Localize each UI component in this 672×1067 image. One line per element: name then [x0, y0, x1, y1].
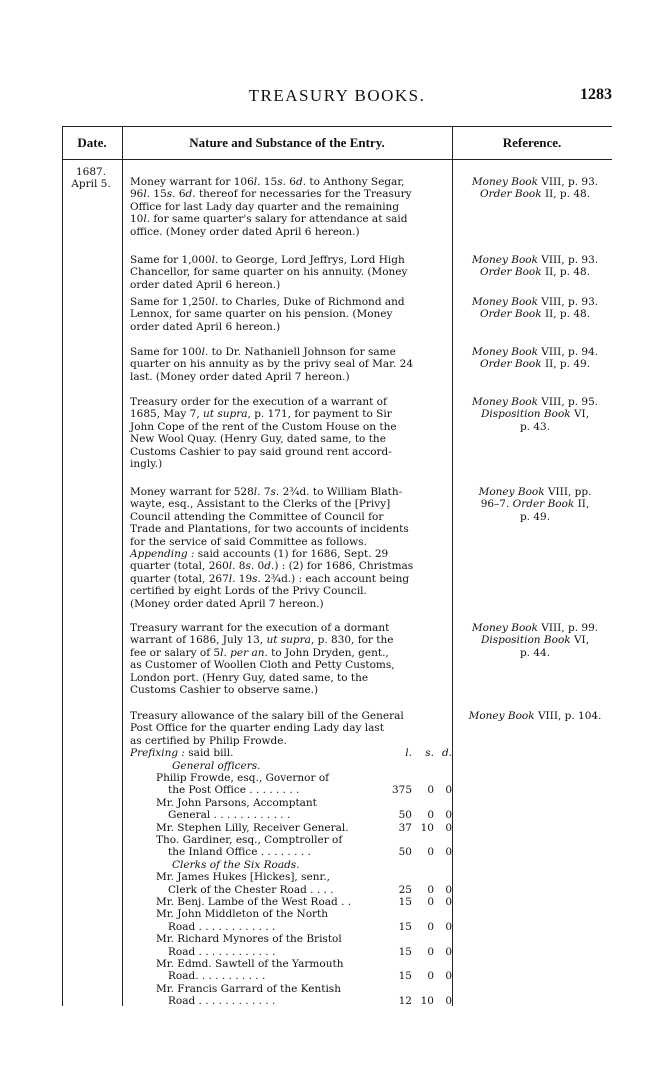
reference-line: Money Book VIII, p. 93.: [471, 254, 599, 266]
entry-line: Treasury allowance of the salary bill of the General: [130, 710, 404, 722]
salary-shillings: 0: [427, 920, 434, 933]
reference-line: p. 49.: [519, 510, 551, 523]
salary-pence: 0: [445, 784, 452, 797]
reference-line: Money Book VIII, p. 99.: [471, 622, 599, 634]
entry-line: warrant of 1686, July 13, ut supra, p. 830, for the: [130, 634, 394, 647]
salary-name: Road . . . . . . . . . . . .: [168, 945, 276, 958]
entry-line: quarter on his annuity as by the privy seal of Mar. 24: [130, 358, 414, 371]
salary-pounds: 12: [398, 995, 412, 1008]
salary-shillings: 0: [427, 896, 434, 908]
pounds-header: l.: [405, 747, 412, 760]
entry-line: fee or salary of 5l. per an. to John Dryden, gent.,: [130, 646, 389, 659]
salary-name: Mr. Richard Mynores of the Bristol: [156, 933, 342, 946]
salary-name: the Inland Office . . . . . . . .: [168, 846, 311, 859]
salary-pence: 0: [445, 945, 452, 958]
entry-line: Customs Cashier to pay said ground rent accord-: [130, 445, 392, 458]
salary-shillings: 0: [427, 970, 434, 983]
entry-line: Same for 1,250l. to Charles, Duke of Richmond and: [130, 296, 405, 308]
entry-line: Trade and Plantations, for two accounts of incidents: [130, 523, 409, 536]
salary-pounds: 15: [398, 896, 412, 908]
salary-name: Tho. Gardiner, esq., Comptroller of: [156, 834, 343, 846]
entry-line: order dated April 6 hereon.): [130, 278, 281, 291]
entry-line: Post Office for the quarter ending Lady day last: [130, 722, 384, 735]
salary-pounds: 375: [391, 784, 412, 797]
entry-line: (Money order dated April 7 hereon.): [130, 597, 324, 610]
entry-line: Council attending the Committee of Council for: [130, 510, 384, 523]
salary-pounds: 15: [398, 945, 412, 958]
salary-name: Mr. Francis Garrard of the Kentish: [156, 982, 341, 995]
salary-shillings: 10: [420, 821, 434, 834]
salary-name: Clerk of the Chester Road . . . .: [168, 883, 334, 896]
salary-pounds: 15: [398, 920, 412, 933]
reference-line: Money Book VIII, p. 93.: [471, 176, 599, 188]
subhead-clerks-six-roads: Clerks of the Six Roads.: [172, 858, 300, 871]
salary-pence: 0: [445, 970, 452, 983]
entry-line: Treasury warrant for the execution of a dormant: [130, 622, 390, 634]
salary-shillings: 0: [427, 784, 434, 797]
salary-name: Road . . . . . . . . . . . .: [168, 920, 276, 933]
reference-line: Order Book II, p. 48.: [479, 308, 591, 321]
entry-line: Same for 100l. to Dr. Nathaniell Johnson for same: [130, 346, 396, 358]
shillings-header: s.: [425, 747, 434, 760]
ledger-table: [62, 126, 612, 1006]
salary-pence: 0: [445, 883, 452, 896]
reference-line: Money Book VIII, p. 93.: [471, 296, 599, 308]
salary-name: Mr. Benj. Lambe of the West Road . .: [156, 896, 352, 908]
entry-line: John Cope of the rent of the Custom House on the: [130, 420, 397, 433]
entry-line: quarter (total, 267l. 19s. 2¾d.) : each account being: [130, 572, 410, 585]
reference-line: Order Book II, p. 48.: [479, 266, 591, 279]
date-day: April 5.: [71, 178, 111, 190]
entry-line: London port. (Henry Guy, dated same, to the: [130, 671, 369, 684]
reference-line: Disposition Book VI,: [480, 408, 590, 421]
salary-pence: 0: [445, 920, 452, 933]
left-border: [62, 126, 63, 1006]
salary-name: the Post Office . . . . . . . .: [168, 784, 300, 797]
reference-line: Money Book VIII, p. 94.: [471, 346, 599, 358]
salary-pounds: 50: [398, 809, 412, 822]
salary-pence: 0: [445, 995, 452, 1008]
header-rule: [62, 159, 612, 160]
reference-line: p. 43.: [519, 420, 551, 433]
salary-name: Mr. Stephen Lilly, Receiver General.: [156, 821, 349, 834]
running-head: [62, 86, 612, 110]
entry-line: wayte, esq., Assistant to the Clerks of the [Privy]: [130, 498, 391, 511]
entry-line: ingly.): [130, 458, 163, 470]
reference-line: Money Book VIII, p. 95.: [471, 396, 599, 408]
entry-line: 1685, May 7, ut supra, p. 171, for payment to Sir: [130, 408, 392, 421]
entry-line: Chancellor, for same quarter on his annuity. (Money: [130, 266, 408, 279]
entry-line: Treasury order for the execution of a warrant of: [130, 396, 387, 408]
date-year: 1687.: [75, 166, 107, 178]
entry-line: as Customer of Woollen Cloth and Petty Customs,: [130, 659, 395, 672]
salary-pence: 0: [445, 809, 452, 822]
entry-line: certified by eight Lords of the Privy Council.: [130, 585, 367, 598]
entry-line: Office for last Lady day quarter and the remaining: [130, 200, 400, 213]
subhead-general-officers: General officers.: [172, 759, 261, 772]
entry-line: office. (Money order dated April 6 hereon.): [130, 225, 360, 238]
salary-name: Mr. John Middleton of the North: [156, 908, 329, 921]
salary-bill-prefix: Prefixing : said bill.: [130, 747, 234, 760]
nature-column-header: Nature and Substance of the Entry.: [189, 135, 385, 150]
salary-name: Mr. John Parsons, Accomptant: [156, 796, 317, 809]
salary-shillings: 0: [427, 945, 434, 958]
entry-line: last. (Money order dated April 7 hereon.): [130, 370, 350, 383]
reference-line: p. 44.: [519, 646, 551, 659]
entry-line: Lennox, for same quarter on his pension. (Money: [130, 308, 393, 321]
reference-line: Order Book II, p. 49.: [479, 358, 591, 371]
reference-line: Disposition Book VI,: [480, 634, 590, 647]
salary-pence: 0: [445, 846, 452, 859]
salary-name: Road . . . . . . . . . . . .: [168, 995, 276, 1008]
salary-name: Road. . . . . . . . . . .: [168, 970, 266, 983]
entry-line: Same for 1,000l. to George, Lord Jeffrys, Lord High: [130, 254, 405, 266]
salary-pounds: 15: [398, 970, 412, 983]
date-column-divider: [122, 126, 123, 1006]
reference-line: Order Book II, p. 48.: [479, 188, 591, 201]
entry-line: New Wool Quay. (Henry Guy, dated same, to the: [130, 433, 386, 446]
salary-pounds: 50: [398, 846, 412, 859]
salary-name: General . . . . . . . . . . . .: [168, 809, 291, 822]
entry-line: Customs Cashier to observe same.): [130, 684, 319, 696]
reference-line: Money Book VIII, pp.: [478, 486, 592, 498]
date-column-header: Date.: [77, 135, 107, 150]
salary-pounds: 37: [398, 821, 412, 834]
entry-line: 10l. for same quarter's salary for attendance at said: [130, 213, 408, 226]
salary-name: Philip Frowde, esq., Governor of: [156, 772, 330, 784]
entry-line: Money warrant for 528l. 7s. 2¾d. to William Blath-: [130, 486, 403, 498]
entry-line: Money warrant for 106l. 15s. 6d. to Anthony Segar,: [130, 176, 405, 188]
reference-line: Money Book VIII, p. 104.: [468, 710, 602, 722]
reference-column-header: Reference.: [502, 135, 562, 150]
entry-line: 96l. 15s. 6d. thereof for necessaries for the Treasury: [130, 188, 412, 201]
salary-pence: 0: [445, 896, 452, 908]
salary-name: Mr. James Hukes [Hickes], senr.,: [156, 871, 331, 884]
page-number: 1283: [580, 86, 612, 103]
entry-line: as certified by Philip Frowde.: [130, 734, 287, 747]
salary-shillings: 0: [427, 846, 434, 859]
entry-line: quarter (total, 260l. 8s. 0d.) : (2) for 1686, Christmas: [130, 560, 414, 573]
entry-line: Appending : said accounts (1) for 1686, Sept. 29: [130, 548, 389, 560]
pence-header: d.: [441, 747, 452, 760]
salary-shillings: 0: [427, 809, 434, 822]
salary-name: Mr. Edmd. Sawtell of the Yarmouth: [156, 958, 344, 970]
entry-line: for the service of said Committee as follows.: [130, 535, 367, 548]
salary-pounds: 25: [398, 883, 412, 896]
reference-line: 96–7. Order Book II,: [480, 498, 590, 511]
running-title: TREASURY BOOKS.: [248, 86, 426, 105]
salary-shillings: 10: [420, 995, 434, 1008]
entry-line: order dated April 6 hereon.): [130, 320, 281, 333]
salary-shillings: 0: [427, 883, 434, 896]
salary-pence: 0: [445, 821, 452, 834]
